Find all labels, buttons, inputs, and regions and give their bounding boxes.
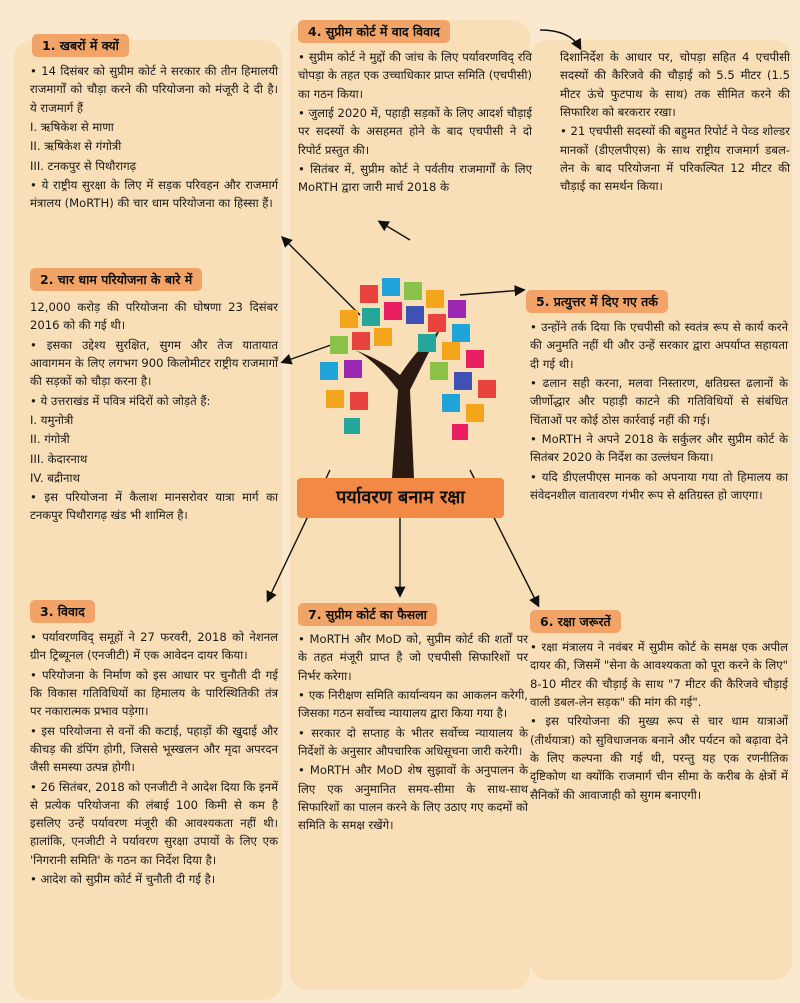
s2-para-2: • ये उत्तराखंड में पवित्र मंदिरों को जोड़ते हैं:: [30, 393, 211, 408]
s5-para-0: • उन्होंने तर्क दिया कि एचपीसी को स्वतंत्र रूप से कार्य करने की अनुमति नहीं थी और उन्हें सरकार द्वारा अपर्याप्त सहायता दी गई थी।: [530, 320, 788, 371]
s5-para-1: • ढलान सही करना, मलवा निस्तारण, क्षतिग्रस्त ढलानों के जीर्णोद्धार और पहाड़ी काटने की गतिविधियों से संबंधित चिंताओं पर कोई ठोस कार्रवाई नहीं की गई।: [530, 375, 788, 427]
section-6-title: 6. रक्षा जरूरतें: [530, 610, 621, 633]
s4b-para-1: • 21 एचपीसी सदस्यों की बहुमत रिपोर्ट ने पेव्ड शोल्डर मानकों (डीएलपीएस) के साथ राष्ट्रीय राजमार्ग डबल-लेन के बाद परियोजना में परिकल्पित 12 मीटर की चौड़ाई का समर्थन किया।: [560, 124, 790, 194]
s7-para-0: • MoRTH और MoD को, सुप्रीम कोर्ट की शर्तों पर के तहत मंजूरी प्राप्त है जो एचपीसी सिफारिशों पर निर्भर करेगा।: [298, 632, 528, 683]
s2-para-3: I. यमुनोत्री: [30, 412, 74, 427]
center-title: पर्यावरण बनाम रक्षा: [297, 478, 504, 518]
section-4-continued: [560, 48, 790, 197]
s6-para-1: • इस परियोजना की मुख्य रूप से चार धाम यात्राओं (तीर्थयात्रा) को सुविधाजनक बनाने और पर्यटन को बढ़ावा देने के लिए कल्पना की गई थी, परन्तु यह एक रणनीतिक दृष्टिकोण था क्योंकि राजमार्ग चीन सीमा के करीब के क्षेत्रों में सैनिकों की आवाजाही को सुगम बनाएगी।: [530, 714, 788, 802]
s5-para-2: • MoRTH ने अपने 2018 के सर्कुलर और सुप्रीम कोर्ट के सितंबर 2020 के निर्देश का उल्लंघन किया।: [530, 431, 788, 465]
s4-para-1: • जुलाई 2020 में, पहाड़ी सड़कों के लिए आदर्श चौड़ाई पर सदस्यों के असहमत होने के बाद एचपीसी ने दो रिपोर्ट प्रस्तुत की।: [298, 105, 532, 157]
section-1-title: 1. खबरों में क्यों: [32, 34, 129, 57]
section-4-body: [298, 48, 532, 198]
section-3-body: [30, 628, 278, 889]
section-1-body: [30, 62, 278, 214]
section-5-title: 5. प्रत्युत्तर में दिए गए तर्क: [526, 290, 668, 313]
s1-para-3: III. टनकपुर से पिथौरागढ़: [30, 158, 137, 173]
s2-para-6: IV. बद्रीनाथ: [30, 470, 80, 485]
s4-para-0: • सुप्रीम कोर्ट ने मुद्दों की जांच के लिए पर्यावरणविद् रवि चोपड़ा के तहत एक उच्चाधिकार प्राप्त समिति (एचपीसी) का गठन किया।: [298, 50, 532, 101]
s7-para-1: • एक निरीक्षण समिति कार्यान्वयन का आकलन करेगी, जिसका गठन सर्वोच्च न्यायालय द्वारा किया गया है।: [298, 687, 528, 721]
section-2-body: [30, 298, 278, 526]
s3-para-0: • पर्यावरणविद् समूहों ने 27 फरवरी, 2018 को नेशनल ग्रीन ट्रिब्यूनल (एनजीटी) में एक आवेदन दायर किया।: [30, 630, 278, 663]
section-3-title: 3. विवाद: [30, 600, 95, 623]
section-7-body: [298, 630, 528, 835]
section-7-title: 7. सुप्रीम कोर्ट का फैसला: [298, 603, 437, 626]
s1-para-1: I. ऋषिकेश से माणा: [30, 119, 114, 134]
s5-para-3: • यदि डीएलपीएस मानक को अपनाया गया तो हिमालय का संवेदनशील वातावरण गंभीर रूप से क्षतिग्रस्त हो जाएगा।: [530, 469, 788, 502]
section-4-title: 4. सुप्रीम कोर्ट में वाद विवाद: [298, 20, 450, 43]
section-2-title: 2. चार धाम परियोजना के बारे में: [30, 268, 202, 291]
s4-para-2: • सितंबर में, सुप्रीम कोर्ट ने पर्वतीय राजमार्गों के लिए MoRTH द्वारा जारी मार्च 2018 के: [298, 161, 532, 195]
s3-para-3: • 26 सितंबर, 2018 को एनजीटी ने आदेश दिया कि इनमें से प्रत्येक परियोजना की लंबाई 100 किमी से कम है इसलिए उन्हें पर्यावरण मंजूरी की आवश्यकता नहीं थी। हालांकि, एनजीटी ने पर्यावरण सुरक्षा उपायों के लिए एक 'निगरानी समिति' के गठन का निर्देश दिया है।: [30, 779, 278, 867]
s7-para-2: • सरकार दो सप्ताह के भीतर सर्वोच्च न्यायालय के निर्देशों के अनुसार औपचारिक अधिसूचना जारी करेगी।: [298, 725, 528, 758]
s2-para-5: III. केदारनाथ: [30, 451, 88, 466]
s6-para-0: • रक्षा मंत्रालय ने नवंबर में सुप्रीम कोर्ट के समक्ष एक अपील दायर की, जिसमें "सेना के आवश्यकता को पूरा करने के लिए" 8-10 मीटर की चौड़ाई के साथ "7 मीटर की कैरिजवे चौड़ाई वाली डबल-लेन सड़क" की मांग की गई".: [530, 640, 788, 709]
s7-para-3: • MoRTH और MoD शेष सुझावों के अनुपालन के लिए एक अनुमानित समय-सीमा के साथ-साथ सिफारिशों का पालन करने के लिए उठाए गए कदमों को समिति के समक्ष रखेंगे।: [298, 763, 528, 833]
section-6-body: [530, 638, 788, 805]
s1-para-0: • 14 दिसंबर को सुप्रीम कोर्ट ने सरकार की तीन हिमालयी राजमार्गों को चौड़ा करने की परियोजना को मंजूरी दे दी है। ये राजमार्ग हैं: [30, 64, 278, 115]
s3-para-1: • परियोजना के निर्माण को इस आधार पर चुनौती दी गई कि विकास गतिविधियों का हिमालय के पारिस्थितिकी तंत्र पर नकारात्मक प्रभाव पड़ेगा।: [30, 667, 278, 719]
s2-para-7: • इस परियोजना में कैलाश मानसरोवर यात्रा मार्ग का टनकपुर पिथौरागढ़ खंड भी शामिल है।: [30, 490, 278, 523]
s3-para-2: • इस परियोजना से वनों की कटाई, पहाड़ों की खुदाई और कीचड़ की डंपिंग होगी, जिससे भूस्खलन और मृदा अपरदन जैसी समस्या उत्पन्न होगी।: [30, 723, 278, 775]
s2-para-4: II. गंगोत्री: [30, 432, 70, 447]
section-5-body: [530, 318, 788, 505]
s2-para-1: • इसका उद्देश्य सुरक्षित, सुगम और तेज यातायात आवागमन के लिए लगभग 900 किलोमीटर राष्ट्रीय राजमार्गों की सड़कों को चौड़ा करना है।: [30, 337, 278, 389]
s4b-para-0: दिशानिर्देश के आधार पर, चोपड़ा सहित 4 एचपीसी सदस्यों की कैरिजवे की चौड़ाई को 5.5 मीटर (1.5 मीटर ऊंचे फुटपाथ के साथ) तक सीमित करने की सिफारिश को बरकरार रखा।: [560, 50, 790, 119]
s1-para-4: • ये राष्ट्रीय सुरक्षा के लिए में सड़क परिवहन और राजमार्ग मंत्रालय (MoRTH) की चार धाम परियोजना का हिस्सा हैं।: [30, 177, 278, 211]
s3-para-4: • आदेश को सुप्रीम कोर्ट में चुनौती दी गई है।: [30, 872, 216, 887]
s2-para-0: 12,000 करोड़ की परियोजना की घोषणा 23 दिसंबर 2016 को की गई थी।: [30, 300, 278, 333]
s1-para-2: II. ऋषिकेश से गंगोत्री: [30, 139, 122, 154]
